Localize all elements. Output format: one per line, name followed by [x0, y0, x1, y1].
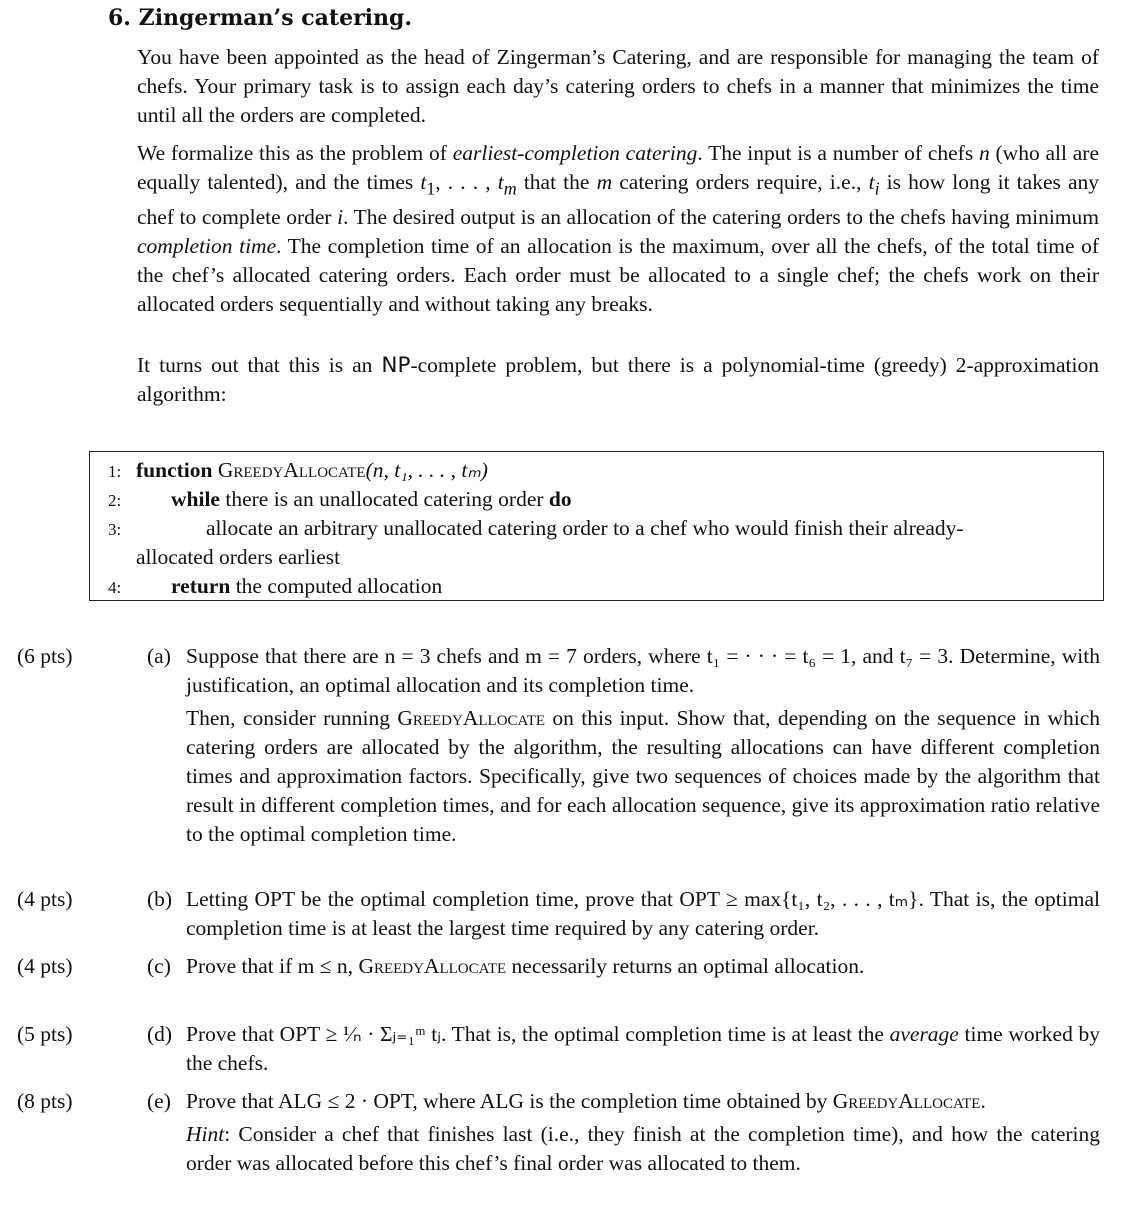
problem-title: Zingerman’s catering. — [138, 5, 413, 31]
algorithm-name: GreedyAllocate — [217, 458, 366, 482]
points-d: (5 pts) — [17, 1022, 73, 1046]
part-e-text: Prove that ALG ≤ 2 · OPT, where ALG is the completion time obtained by GreedyAllocate. Hint: Consider a chef that finishes last (i.e., they finish at the completion time), and how the catering order was allocated before this chef’s final order was allocated to them. — [186, 1087, 1100, 1178]
intro-paragraph-3 — [137, 351, 1099, 409]
part-label-a: (a) — [147, 644, 171, 668]
term-completion-time: completion time — [137, 234, 277, 259]
part-label-c: (c) — [147, 954, 171, 978]
problem-heading — [108, 4, 412, 33]
intro-paragraph-1 — [137, 43, 1099, 130]
part-d-text: Prove that OPT ≥ ¹⁄ₙ · Σⱼ₌₁ᵐ tⱼ. That is, the optimal completion time is at least the average time worked by the chefs. — [186, 1022, 1100, 1075]
points-e: (8 pts) — [17, 1089, 73, 1113]
points-c: (4 pts) — [17, 954, 73, 978]
part-c-text: Prove that if m ≤ n, GreedyAllocate necessarily returns an optimal allocation. — [186, 954, 865, 978]
part-label-d: (d) — [147, 1022, 173, 1046]
term-earliest-completion: earliest-completion catering — [452, 141, 698, 165]
np-term: NP — [381, 353, 411, 378]
term-average: average — [889, 1022, 959, 1046]
hint-label: Hint — [186, 1122, 225, 1146]
part-a-paragraph-2: Then, consider running GreedyAllocate on this input. Show that, depending on the sequence in which catering orders are allocated by the algorithm, the resulting allocations can have different completion times and approximation factors. Specifically, give two sequences of choices made by the algorithm that result in different completion times, and for each allocation sequence, give its approximation ratio relative to the optimal completion time. — [186, 706, 1100, 846]
intro-paragraph-2 — [137, 139, 1099, 319]
algorithm-line-3-continued: allocated orders earliest — [136, 545, 341, 569]
points-b: (4 pts) — [17, 887, 73, 911]
problem-number: 6. — [108, 5, 131, 31]
part-label-e: (e) — [147, 1089, 171, 1113]
intro-text-2: We formalize this as the problem of earliest-completion catering. The input is a number of chefs n (who all are equally talented), and the times $t_1$, . . . , $t_m$ that the m catering orders require, i.e., $t_i$ is how long it takes any chef to complete order i. The desired output is an allocation of the catering orders to the chefs having minimum completion time. The completion time of an allocation is the maximum, over all the chefs, of the total time of the chef’s allocated catering orders. Each order must be allocated to a single chef; the chefs work on their allocated orders sequentially and without taking any breaks. — [137, 141, 1100, 317]
algorithm-box: 1: function GreedyAllocate(n, t₁, . . . , tₘ) 2: while there is an unallocated catering order do 3: allocate an arbitrary unallocated catering order to a chef who would finish their already- allocated orders earliest 4: return the computed allocation — [89, 451, 1104, 601]
part-a-paragraph-1: Suppose that there are n = 3 chefs and m = 7 orders, where t₁ = · · · = t₆ = 1, and t₇ = 3. Determine, with justification, an optimal allocation and its completion time. — [186, 644, 1100, 697]
part-a-text — [186, 642, 1100, 849]
part-b-text: Letting OPT be the optimal completion time, prove that OPT ≥ max{t₁, t₂, . . . , tₘ}. That is, the optimal completion time is at least the largest time required by any catering order. — [186, 887, 1100, 940]
points-a: (6 pts) — [17, 644, 73, 668]
part-label-b: (b) — [147, 887, 173, 911]
intro-text-3: It turns out that this is an NP-complete problem, but there is a polynomial-time (greedy) 2-approximation algorithm: — [137, 353, 1099, 406]
part-e-hint: Hint: Consider a chef that finishes last (i.e., they finish at the completion time), and how the catering order was allocated before this chef’s final order was allocated to them. — [186, 1122, 1100, 1175]
intro-text-1: You have been appointed as the head of Zingerman’s Catering, and are responsible for managing the team of chefs. Your primary task is to assign each day’s catering orders to chefs in a manner that minimizes the time until all the orders are completed. — [137, 45, 1099, 127]
